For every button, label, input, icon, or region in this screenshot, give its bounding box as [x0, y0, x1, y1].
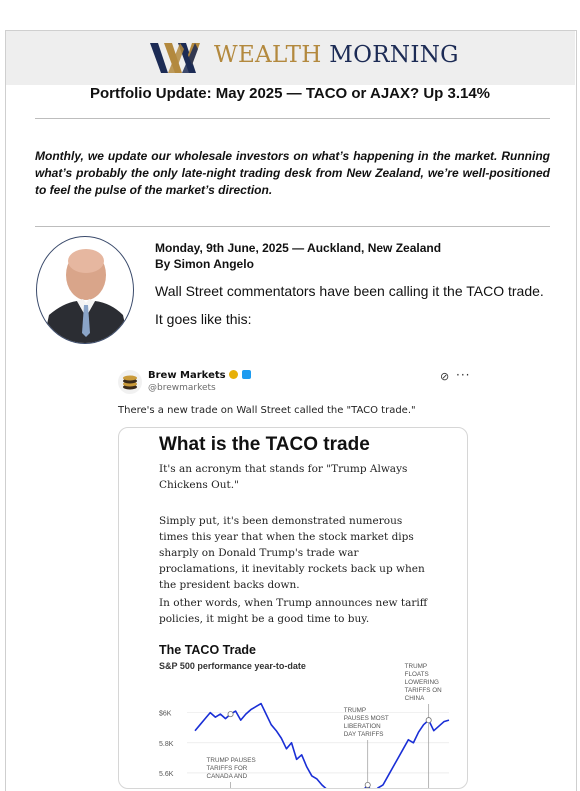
tweet-author[interactable] — [148, 370, 251, 381]
author-avatar — [36, 236, 134, 344]
brand-wordmark[interactable] — [214, 42, 459, 68]
tweet-avatar[interactable] — [118, 370, 142, 394]
body-paragraph: Wall Street commentators have been calling it the TACO trade. — [155, 283, 544, 299]
divider — [35, 226, 550, 227]
card-paragraph: It's an acronym that stands for "Trump Always Chickens Out." — [159, 463, 408, 491]
annotation-label: TARIFFS ON — [404, 687, 442, 694]
annotation-label: DAY TARIFFS — [343, 731, 384, 738]
y-tick-label: $6K — [159, 710, 172, 718]
annotation-label: PAUSES MOST — [343, 715, 389, 722]
body-paragraph: It goes like this: — [155, 311, 252, 327]
card-title: What is the TACO trade — [159, 434, 370, 455]
chart-subtitle: S&P 500 performance year-to-date — [159, 661, 306, 671]
brand-word-2: MORNING — [329, 42, 459, 68]
author-photo-icon — [37, 237, 133, 343]
coin-stack-icon — [118, 370, 142, 394]
annotation-label: CANADA AND — [206, 773, 248, 780]
grok-icon[interactable]: ⊘ — [440, 370, 450, 383]
tweet-text: There's a new trade on Wall Street called the "TACO trade." — [118, 405, 416, 416]
chart-title: The TACO Trade — [159, 643, 257, 657]
wealth-morning-logo-icon — [148, 41, 208, 75]
dateline: Monday, 9th June, 2025 — Auckland, New Zealand — [155, 241, 442, 255]
card-paragraph: Simply put, it's been demonstrated numerous times this year that when the stock market dips sharply on Donald Trump's trade war proclamations, it inevitably rockets back up when the president backs down. — [159, 515, 425, 591]
article-meta — [155, 240, 441, 272]
page-title: Portfolio Update: May 2025 — TACO or AJAX? Up 3.14% — [89, 85, 491, 102]
brand-word-1: WEALTH — [214, 42, 322, 68]
affiliate-badge-icon — [242, 370, 251, 379]
byline: By Simon Angelo — [155, 257, 254, 271]
annotation-marker — [365, 782, 370, 787]
y-tick-label: 5.6K — [159, 770, 174, 778]
sp500-line-chart — [149, 656, 459, 788]
tweet-image-card — [118, 427, 468, 789]
annotation-marker — [228, 712, 233, 717]
annotation-label: LIBERATION — [343, 723, 381, 730]
annotation-label: TRUMP — [404, 663, 428, 670]
verified-badge-icon — [229, 370, 238, 379]
y-tick-label: 5.8K — [159, 740, 174, 748]
annotation-label: TRUMP — [343, 707, 367, 714]
annotation-label: TRUMP PAUSES — [206, 757, 256, 764]
more-icon[interactable]: ··· — [456, 368, 471, 382]
intro-text: Monthly, we update our wholesale investors on what’s happening in the market. Running what’s probably the only late-night trading desk from New Zealand, we’re well-positioned to feel the pulse of the market’s direction. — [35, 149, 550, 197]
annotation-label: TARIFFS FOR — [206, 765, 248, 772]
tweet-handle[interactable]: @brewmarkets — [148, 383, 216, 393]
annotation-label: FLOATS — [404, 671, 429, 678]
tweet-author-name: Brew Markets — [148, 370, 226, 381]
card-paragraph: In other words, when Trump announces new tariff policies, it might be a good time to buy. — [159, 597, 428, 625]
annotation-label: CHINA — [404, 695, 425, 702]
annotation-label: LOWERING — [404, 679, 439, 686]
annotation-marker — [426, 718, 431, 723]
divider — [35, 118, 550, 119]
